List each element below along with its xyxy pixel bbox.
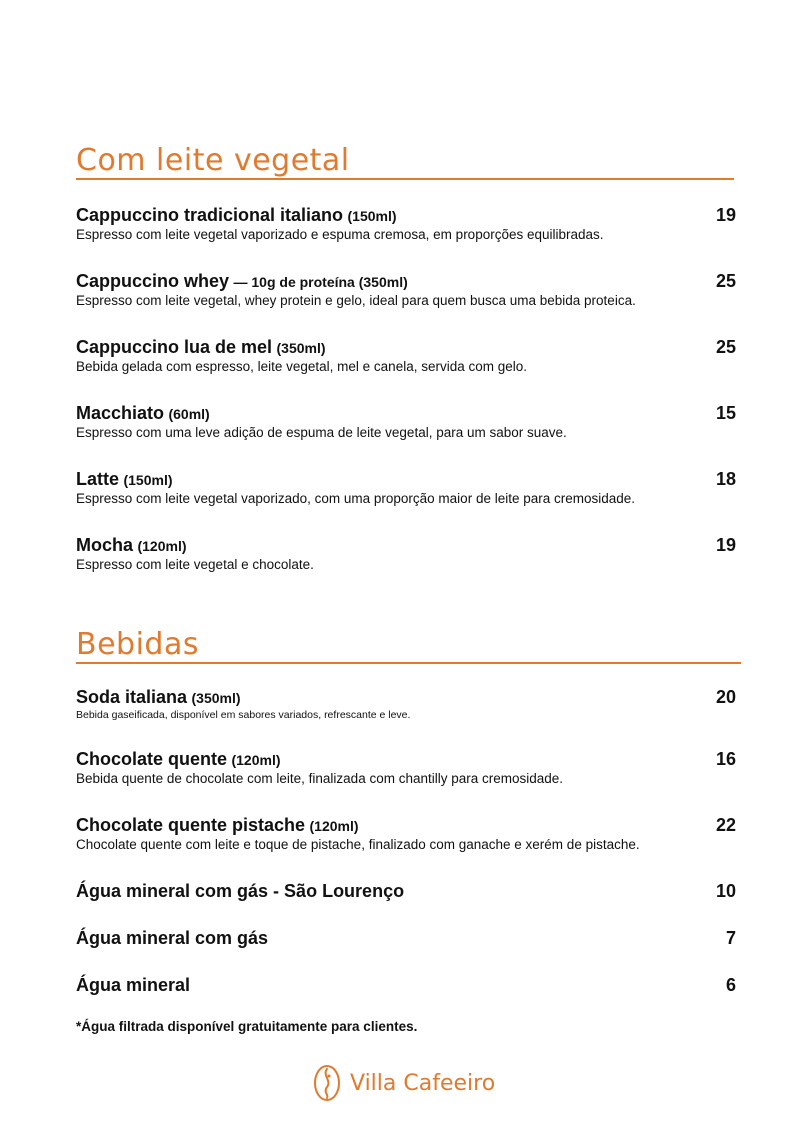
item-name: Chocolate quente: [76, 749, 228, 769]
item-price: 25: [715, 337, 736, 357]
item-price: 20: [715, 687, 736, 707]
item-price: 25: [715, 271, 736, 291]
menu-item: [76, 270, 736, 310]
item-name: Cappuccino lua de mel: [76, 337, 273, 357]
item-price: 22: [715, 815, 736, 835]
menu-item: [76, 927, 736, 949]
item-description: Bebida quente de chocolate com leite, finalizada com chantilly para cremosidade.: [76, 771, 564, 786]
section-title-leite-vegetal: Com leite vegetal: [76, 143, 350, 178]
brand-logo: [312, 1063, 495, 1103]
menu-item: [76, 748, 736, 788]
menu-item: [76, 534, 736, 574]
item-description: Chocolate quente com leite e toque de pistache, finalizado com ganache e xerém de pistache.: [76, 837, 640, 852]
section-title-bebidas: Bebidas: [76, 627, 199, 662]
item-price: 6: [725, 975, 736, 995]
item-name: Água mineral: [76, 975, 191, 995]
menu-item: [76, 336, 736, 376]
section-divider: [76, 662, 741, 664]
footnote: *Água filtrada disponível gratuitamente para clientes.: [76, 1019, 418, 1034]
item-price: 15: [715, 403, 736, 423]
coffee-bean-bird-icon: [312, 1063, 342, 1103]
item-price: 18: [715, 469, 736, 489]
item-description: Espresso com leite vegetal vaporizado, com uma proporção maior de leite para cremosidade.: [76, 491, 636, 506]
item-description: Bebida gelada com espresso, leite vegetal, mel e canela, servida com gelo.: [76, 359, 528, 374]
item-price: 10: [715, 881, 736, 901]
item-description: Bebida gaseificada, disponível em sabores variados, refrescante e leve.: [76, 709, 411, 721]
menu-item: [76, 686, 736, 722]
item-size: (60ml): [168, 406, 210, 422]
item-name: Água mineral com gás: [76, 928, 269, 948]
brand-name: Villa Cafeeiro: [350, 1070, 496, 1096]
menu-item: [76, 880, 736, 902]
item-name: Latte: [76, 469, 120, 489]
item-description: Espresso com uma leve adição de espuma de leite vegetal, para um sabor suave.: [76, 425, 567, 440]
item-size: (150ml): [123, 472, 173, 488]
menu-item: [76, 974, 736, 996]
item-size: (350ml): [191, 690, 241, 706]
item-price: 19: [715, 535, 736, 555]
item-name: Mocha: [76, 535, 134, 555]
item-description: Espresso com leite vegetal, whey protein e gelo, ideal para quem busca uma bebida proteica.: [76, 293, 636, 308]
menu-item: [76, 468, 736, 508]
item-name: Cappuccino tradicional italiano: [76, 205, 344, 225]
item-size: — 10g de proteína (350ml): [233, 274, 408, 290]
item-price: 7: [725, 928, 736, 948]
item-size: (150ml): [347, 208, 397, 224]
menu-item: [76, 814, 736, 854]
item-price: 16: [715, 749, 736, 769]
item-name: Macchiato: [76, 403, 165, 423]
item-size: (120ml): [231, 752, 281, 768]
item-size: (120ml): [309, 818, 359, 834]
item-name: Cappuccino whey: [76, 271, 230, 291]
item-name: Chocolate quente pistache: [76, 815, 306, 835]
section-divider: [76, 178, 734, 180]
item-name: Soda italiana: [76, 687, 188, 707]
item-size: (350ml): [276, 340, 326, 356]
item-description: Espresso com leite vegetal e chocolate.: [76, 557, 314, 572]
menu-item: [76, 204, 736, 244]
item-description: Espresso com leite vegetal vaporizado e espuma cremosa, em proporções equilibradas.: [76, 227, 604, 242]
item-size: (120ml): [137, 538, 187, 554]
menu-item: [76, 402, 736, 442]
item-price: 19: [715, 205, 736, 225]
item-name: Água mineral com gás - São Lourenço: [76, 881, 405, 901]
